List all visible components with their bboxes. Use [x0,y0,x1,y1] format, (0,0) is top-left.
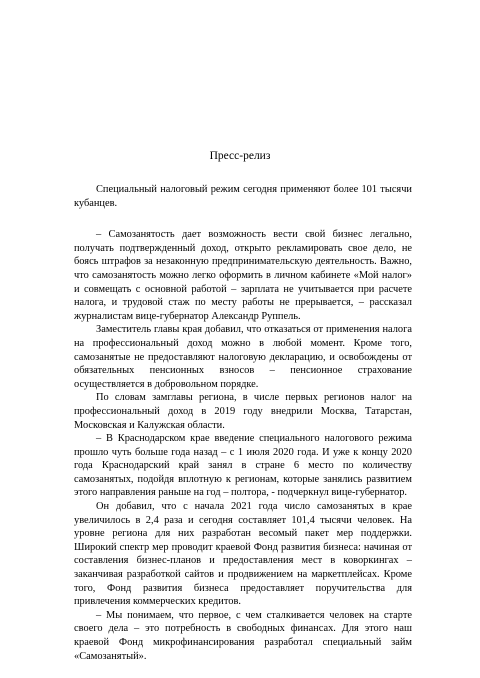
paragraph-finance: – Мы понимаем, что первое, с чем сталкивается человек на старте своего дела – это потребность в свободных финансах. Для этого наш краевой Фонд микрофинансирования разработал специальный займ «Самозанятый». [74,609,412,662]
document-body [74,183,412,663]
paragraph-quote-ruppel: – Самозанятость дает возможность вести свой бизнес легально, получать подтвержденный доход, открыто рекламировать свое дело, не боясь штрафов за незаконную предпринимательскую деятельность. Важно, что самозанятость можно легко оформить в личном кабинете «Мой налог» и совмещать с основной работой – зарплата не учитывается при расчете налога, и трудовой стаж по месту работы не прерывается, – рассказал журналистам вице-губернатор Александр Руппель. [74,229,412,322]
paragraph-deputy: Заместитель главы края добавил, что отказаться от применения налога на профессиональный доход можно в любой момент. Кроме того, самозанятые не предоставляют налоговую декларацию, и освобождены от обязательных пенсионных взносов – пенсионное страхование осуществляется в добровольном порядке. [74,324,412,390]
paragraph-intro: Специальный налоговый режим сегодня применяют более 101 тысячи кубанцев. [74,184,412,209]
document-title: Пресс-релиз [209,150,271,162]
paragraph-support: Он добавил, что с начала 2021 года число самозанятых в крае увеличилось в 2,4 раза и сегодня составляет 101,4 тысячи человек. На уровне региона для них разработан весомый пакет мер поддержки. Широкий спектр мер проводит краевой Фонд развития бизнеса: начиная от составления бизнес-планов и предоставления мест в коворкингах – заканчивая разработкой сайтов и продвижением на маркетплейсах. Кроме того, Фонд развития бизнеса предоставляет поручительства для привлечения коммерческих кредитов. [74,501,412,608]
paragraph-first-regions: По словам замглавы региона, в числе первых регионов налог на профессиональный доход в 2019 году внедрили Москва, Татарстан, Московская и Калужская области. [74,392,412,431]
paragraph-krasnodar: – В Краснодарском крае введение специального налогового режима прошло чуть больше года назад – с 1 июля 2020 года. И уже к концу 2020 года Краснодарский край занял в стране 6 место по количеству самозанятых, подойдя вплотную к регионам, которые занялись развитием этого направления раньше на год – полтора, - подчеркнул вице-губернатор. [74,433,412,499]
